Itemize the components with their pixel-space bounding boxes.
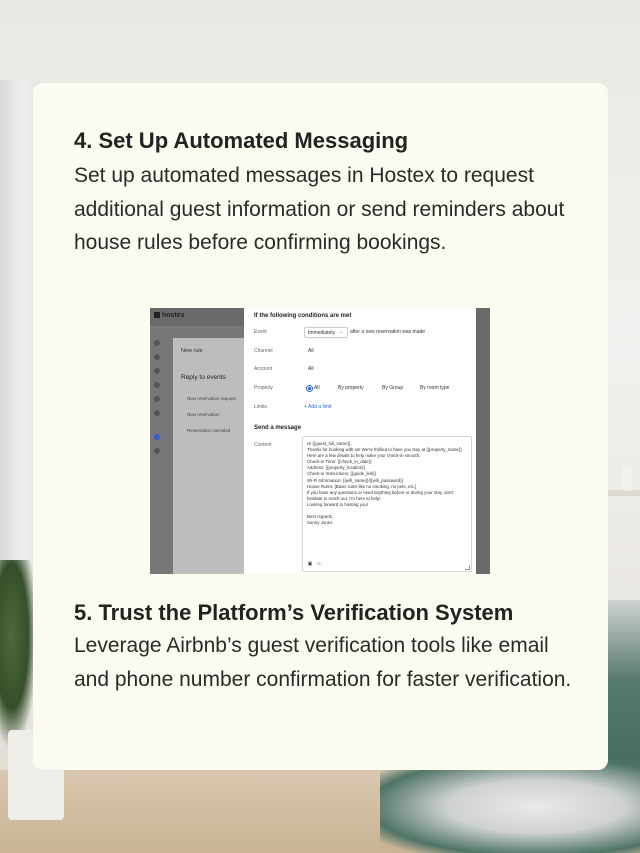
chevron-down-icon: ⌄	[339, 329, 344, 335]
rule-editor-panel	[244, 308, 476, 574]
channel-label: Channel	[254, 348, 273, 354]
sidebar-calendar-icon[interactable]	[154, 354, 160, 360]
limits-label: Limits	[254, 404, 268, 410]
app-logo: hostex	[154, 312, 185, 319]
new-rule-title: New rule	[181, 348, 203, 354]
property-radio-all[interactable]	[306, 385, 313, 392]
message-text: Hi {{guest_full_name}}, Thanks for booking with us! We're thrilled to have you stay at {{property_name}}. Here are a few details to help make your check-in smooth: Check-in Time: {{check_in_date}} Address: {{property_location}} Check-in Instructions: {{guide_link}} Wi-Fi Information: {{wifi_name}}/{{wifi_password}} House Rules: [Basic rules like no smoking, no pets, etc.] If you have any questions or need anything before or during your stay, don't hesitate to reach out. I'm here to help! Looking forward to hosting you! Best regards, Sunny Jones	[307, 441, 463, 526]
account-label: Account	[254, 366, 273, 372]
sidebar-inbox-icon[interactable]	[154, 340, 160, 346]
content-card	[33, 83, 608, 770]
sidebar-tasks-icon[interactable]	[154, 396, 160, 402]
background-vase	[622, 465, 632, 491]
new-rule-panel	[173, 338, 253, 574]
add-limit-link[interactable]: + Add a limit	[304, 404, 332, 410]
hostex-logo-icon	[154, 312, 160, 318]
sidebar-settings-icon[interactable]	[154, 448, 160, 454]
reply-to-events-heading: Reply to events	[181, 374, 226, 381]
code-icon[interactable]: ‹›	[317, 561, 321, 567]
app-right-strip	[476, 308, 490, 574]
event-option[interactable]: Reservation canceled	[187, 428, 231, 433]
conditions-title: If the following conditions are met	[254, 313, 352, 319]
section-body-automated-messaging: Set up automated messages in Hostex to request additional guest information or send reminders about house rules before confirming bookings.	[74, 164, 565, 254]
events-label: Event	[254, 329, 267, 335]
background-blanket	[380, 760, 640, 853]
account-value[interactable]: All	[308, 366, 314, 372]
sidebar-reservations-icon[interactable]	[154, 368, 160, 374]
resize-handle-icon[interactable]	[465, 565, 470, 570]
section-heading-verification: 5. Trust the Platform’s Verification System	[74, 600, 514, 625]
sidebar-properties-icon[interactable]	[154, 382, 160, 388]
event-option[interactable]: New reservation request	[187, 396, 236, 401]
send-message-title: Send a message	[254, 425, 302, 431]
section-heading-automated-messaging: 4. Set Up Automated Messaging	[74, 128, 409, 153]
events-trigger-text: after a new reservation was made	[350, 329, 426, 335]
channel-value[interactable]: All	[308, 348, 314, 354]
sidebar-reports-icon[interactable]	[154, 410, 160, 416]
event-option[interactable]: New reservation	[187, 412, 220, 417]
property-label: Property	[254, 385, 273, 391]
property-option-label[interactable]: By Group	[382, 385, 404, 391]
background-shelf	[606, 490, 640, 496]
property-option-label[interactable]: By property	[338, 385, 364, 391]
property-option-label[interactable]: By room type	[420, 385, 450, 391]
message-content-textarea[interactable]	[302, 436, 472, 572]
section-body-verification: Leverage Airbnb’s guest verification tools like email and phone number confirmation for faster verification.	[74, 634, 572, 691]
hostex-screenshot	[150, 308, 490, 574]
app-background	[150, 308, 490, 574]
sidebar-automation-icon[interactable]	[154, 434, 160, 440]
content-label: Content	[254, 442, 272, 448]
events-select[interactable]: Immediately ⌄	[304, 327, 348, 338]
image-icon[interactable]: ▣	[307, 561, 313, 567]
property-option-label: All	[314, 385, 320, 391]
